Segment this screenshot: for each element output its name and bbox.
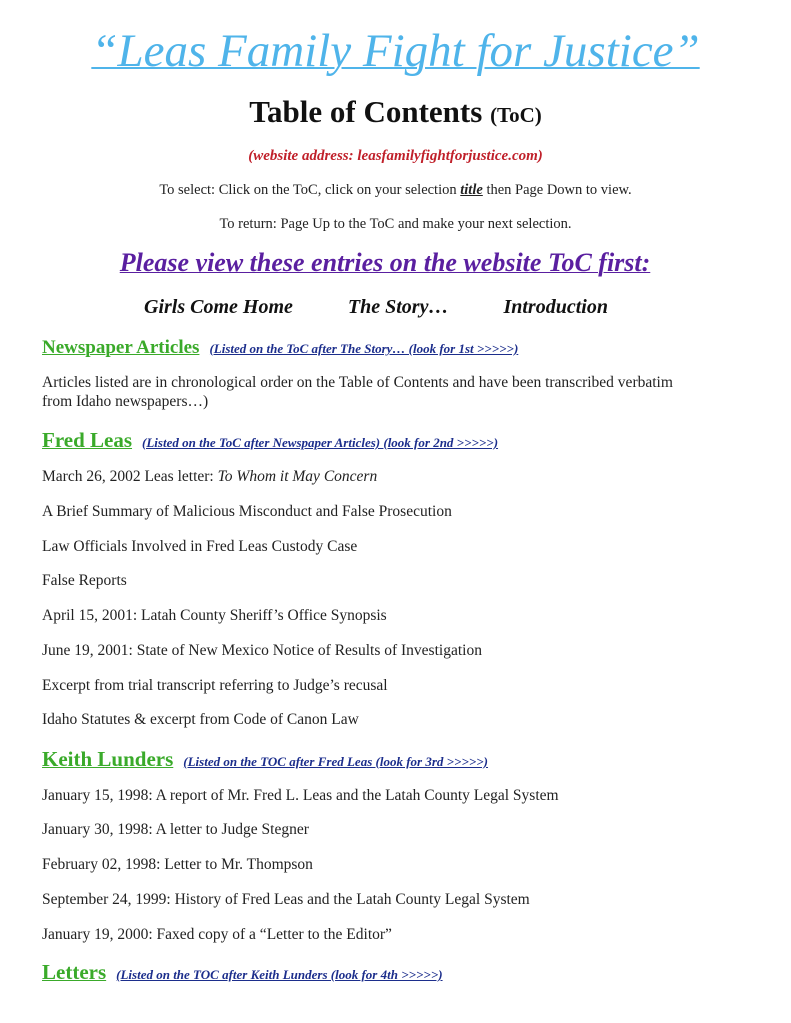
list-item: False Reports <box>42 572 127 589</box>
section-heading-fred-leas: Fred Leas (Listed on the ToC after Newspaper Articles) (look for 2nd >>>>>) <box>42 428 499 452</box>
list-item: Articles listed are in chronological order on the Table of Contents and have been transcribed verbatim <box>42 374 673 391</box>
entry-girls-come-home: Girls Come Home <box>144 296 293 318</box>
list-item: from Idaho newspapers…) <box>42 393 209 410</box>
list-item: Law Officials Involved in Fred Leas Custody Case <box>42 538 358 555</box>
website-address: (website address: leasfamilyfightforjustice.com) <box>248 148 543 164</box>
list-item: January 19, 2000: Faxed copy of a “Letter to the Editor” <box>42 926 392 943</box>
toc-heading: Table of Contents (ToC) <box>249 94 542 129</box>
list-item: January 30, 1998: A letter to Judge Stegner <box>42 821 309 838</box>
list-item: September 24, 1999: History of Fred Leas and the Latah County Legal System <box>42 891 530 908</box>
list-item: A Brief Summary of Malicious Misconduct and False Prosecution <box>42 503 452 520</box>
document-title: “Leas Family Fight for Justice” <box>91 25 700 77</box>
section-heading-keith-lunders: Keith Lunders (Listed on the TOC after Fred Leas (look for 3rd >>>>>) <box>42 747 489 771</box>
list-item: Idaho Statutes & excerpt from Code of Canon Law <box>42 711 359 728</box>
list-item: March 26, 2002 Leas letter: To Whom it May Concern <box>42 468 378 485</box>
entry-introduction: Introduction <box>503 296 608 318</box>
first-entries <box>144 296 608 319</box>
list-item: June 19, 2001: State of New Mexico Notice of Results of Investigation <box>42 642 482 659</box>
list-item: February 02, 1998: Letter to Mr. Thompson <box>42 856 313 873</box>
select-instruction: To select: Click on the ToC, click on your selection title then Page Down to view. <box>159 182 632 198</box>
section-heading-letters: Letters (Listed on the TOC after Keith Lunders (look for 4th >>>>>) <box>42 960 443 984</box>
list-item: April 15, 2001: Latah County Sheriff’s Office Synopsis <box>42 607 387 624</box>
list-item: Excerpt from trial transcript referring to Judge’s recusal <box>42 677 388 694</box>
section-heading-newspaper-articles: Newspaper Articles (Listed on the ToC after The Story… (look for 1st >>>>>) <box>42 337 519 358</box>
entry-the-story: The Story… <box>347 296 449 318</box>
return-instruction: To return: Page Up to the ToC and make your next selection. <box>219 216 572 232</box>
please-view-heading: Please view these entries on the website ToC first: <box>119 248 651 277</box>
list-item: January 15, 1998: A report of Mr. Fred L. Leas and the Latah County Legal System <box>42 787 559 804</box>
